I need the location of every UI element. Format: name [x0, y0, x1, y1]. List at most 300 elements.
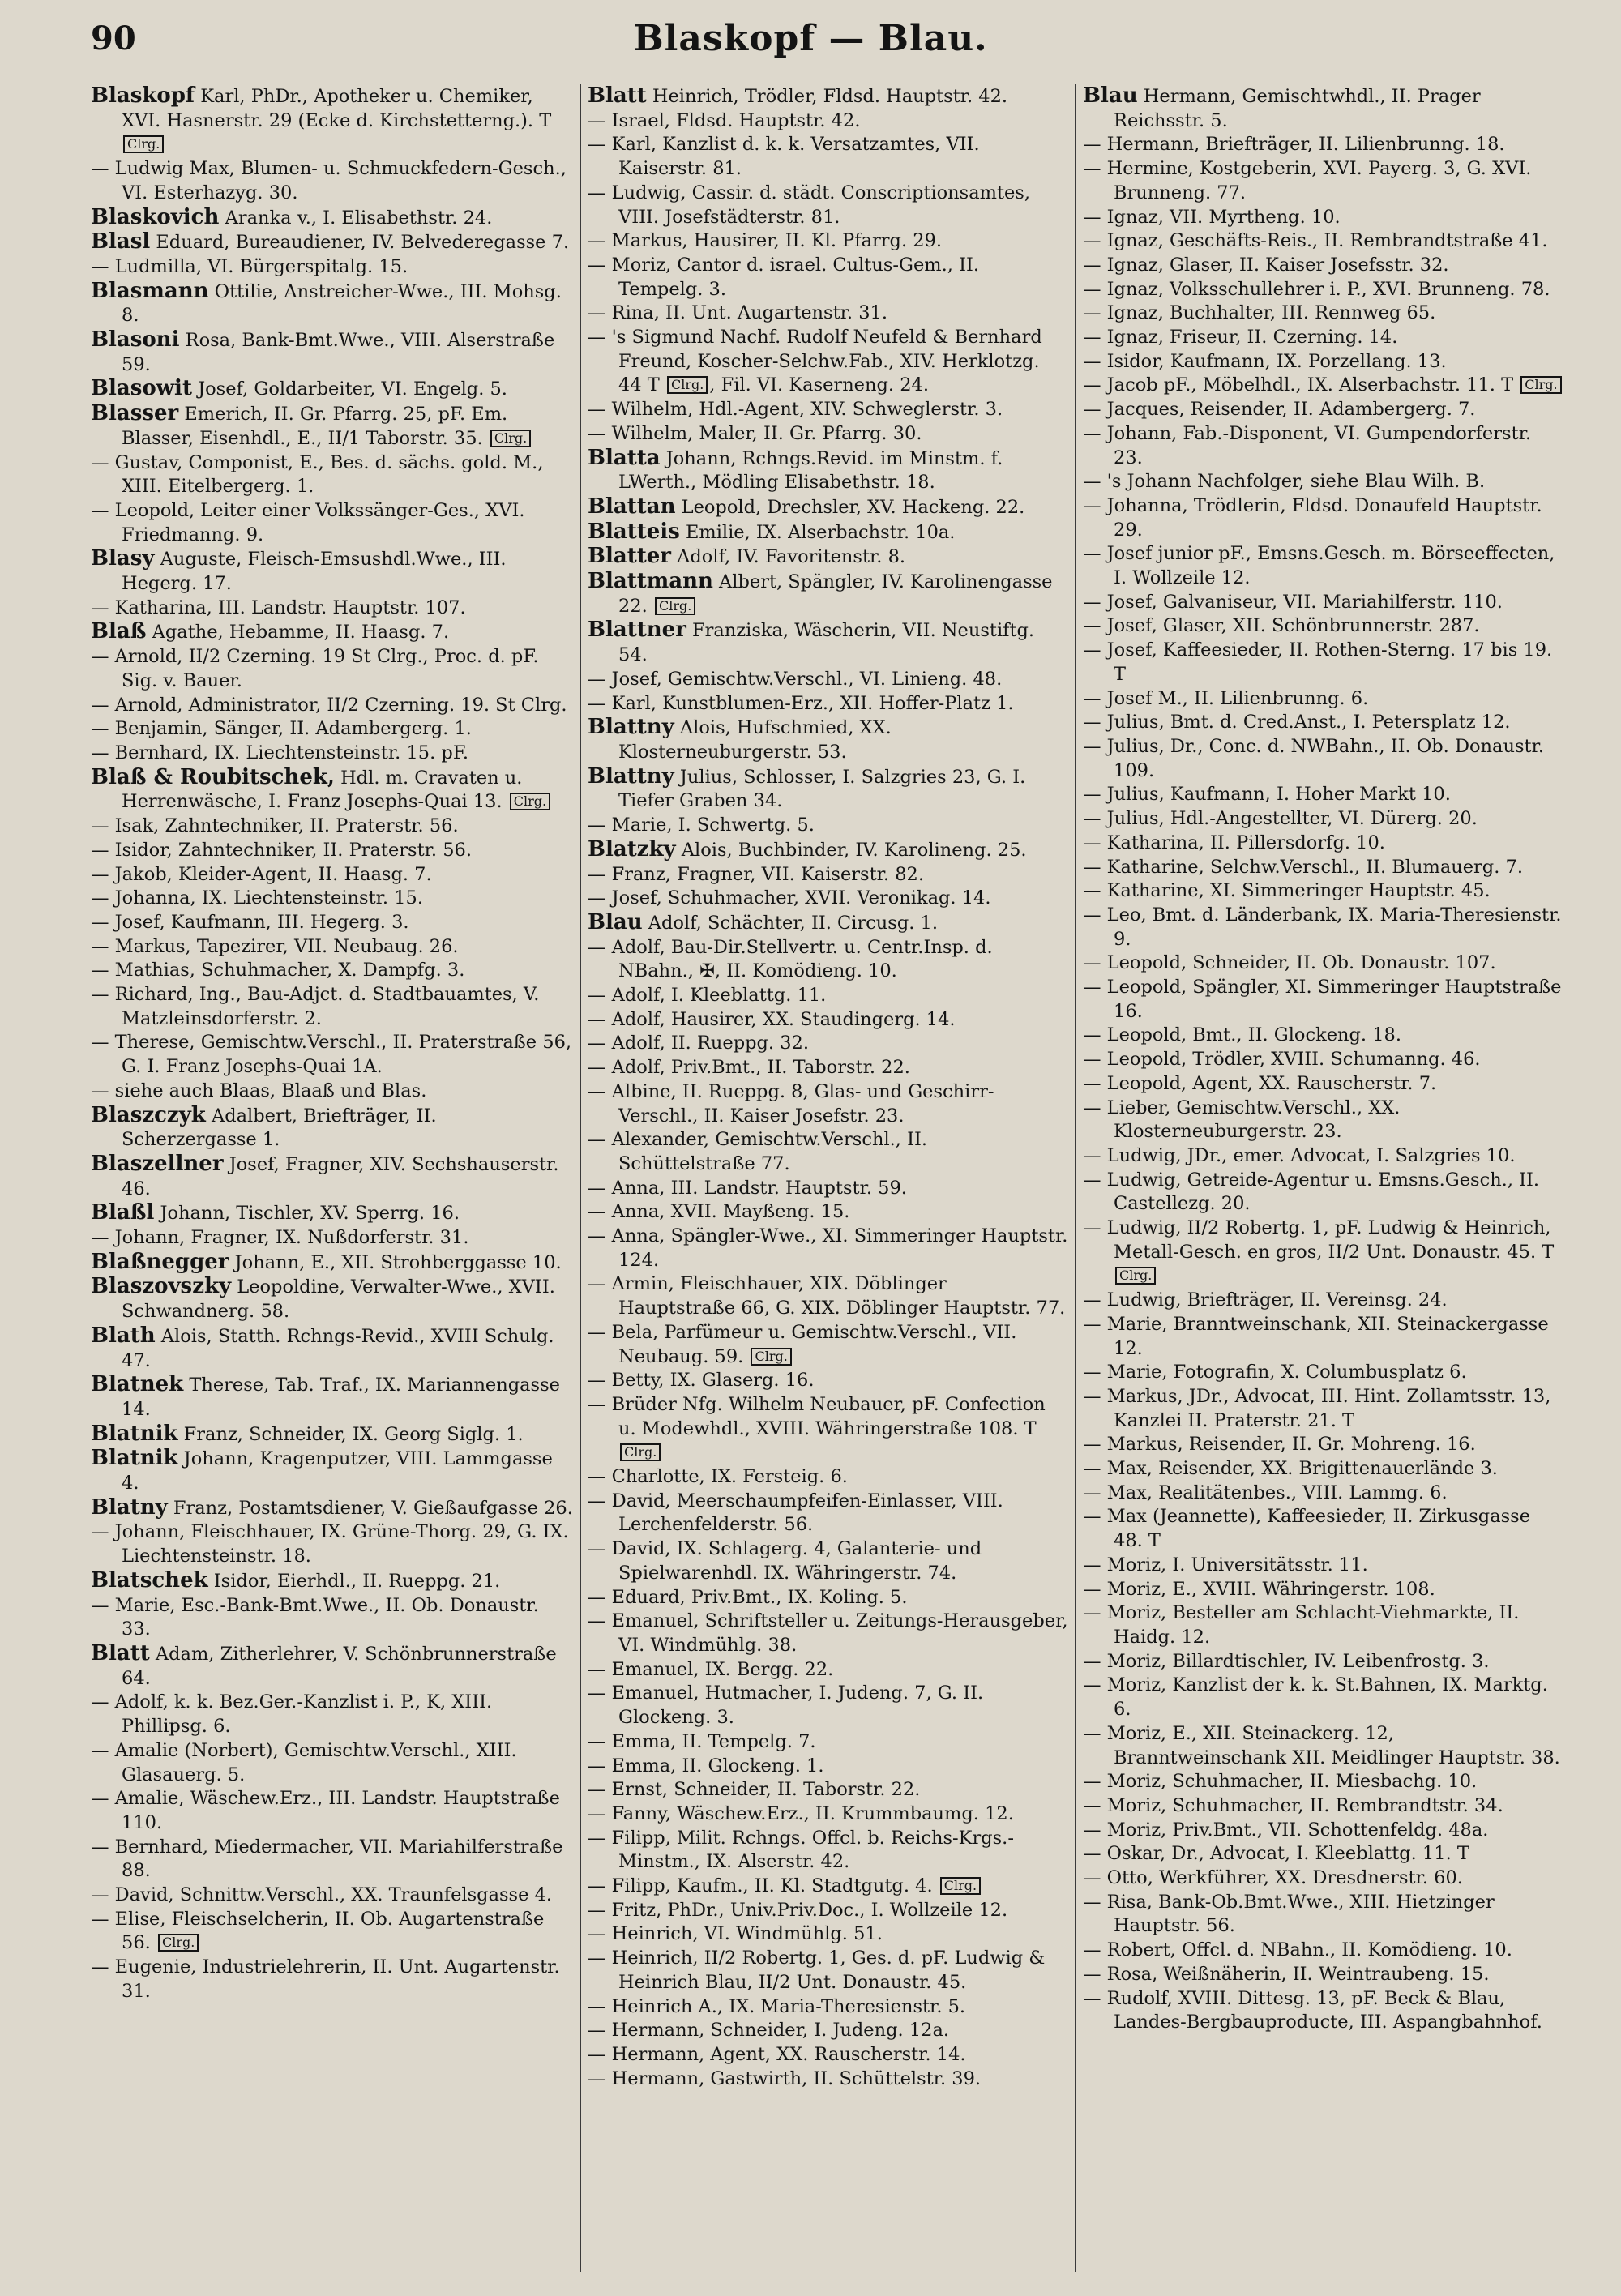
- directory-entry: [1083, 735, 1563, 783]
- directory-entry: [1083, 1770, 1563, 1794]
- directory-entry: [91, 255, 573, 280]
- column-left: [84, 84, 580, 2272]
- directory-entry: [1083, 832, 1563, 856]
- entry-text: — David, Schnittw.Verschl., XX. Traunfelsgasse 4.: [91, 1884, 553, 1906]
- directory-entry: [588, 1875, 1068, 1899]
- directory-entry: [1083, 278, 1563, 302]
- entry-text: — Emanuel, Hutmacher, I. Judeng. 7, G. II. Glockeng. 3.: [588, 1682, 984, 1729]
- directory-entry: [588, 254, 1068, 301]
- entry-text: — Ludwig, JDr., emer. Advocat, I. Salzgries 10.: [1083, 1144, 1516, 1166]
- entry-surname: Blatnik: [91, 1446, 178, 1471]
- entry-text: — Josef, Schuhmacher, XVII. Veronikag. 14.: [588, 887, 991, 909]
- entry-text: Karl, PhDr., Apotheker u. Chemiker, XVI. Hasnerstr. 29 (Ecke d. Kirchstetterng.). T: [122, 86, 552, 131]
- entry-text: — Amalie, Wäschew.Erz., III. Landstr. Hauptstraße 110.: [91, 1788, 560, 1833]
- entry-surname: Blath: [91, 1323, 156, 1348]
- entry-surname: Blatnik: [91, 1421, 178, 1446]
- directory-entry: [588, 1393, 1068, 1465]
- clearing-stamp: Clrg.: [158, 1934, 199, 1952]
- entry-text: — Katharina, II. Pillersdorfg. 10.: [1083, 832, 1385, 853]
- entry-text: — Karl, Kanzlist d. k. k. Versatzamtes, VII. Kaiserstr. 81.: [588, 134, 980, 180]
- entry-text: — Johanna, IX. Liechtensteinstr. 15.: [91, 887, 423, 909]
- directory-columns: [84, 84, 1576, 2272]
- entry-text: — Moriz, E., XVIII. Währingerstr. 108.: [1083, 1578, 1435, 1600]
- entry-text: Franz, Postamtsdiener, V. Gießaufgasse 26.: [173, 1497, 573, 1519]
- entry-text: — Ludwig, Briefträger, II. Vereinsg. 24.: [1083, 1289, 1448, 1311]
- entry-surname: Blasser: [91, 401, 179, 426]
- entry-text: — Risa, Bank-Ob.Bmt.Wwe., XIII. Hietzinger Hauptstr. 56.: [1083, 1891, 1495, 1937]
- directory-entry: [91, 1956, 573, 2003]
- directory-entry: [91, 1787, 573, 1835]
- column-right: [1075, 84, 1570, 2272]
- entry-text: — Isidor, Zahntechniker, II. Praterstr. 56.: [91, 839, 472, 861]
- entry-text: — Hermann, Agent, XX. Rauscherstr. 14.: [588, 2043, 966, 2065]
- directory-entry: [91, 935, 573, 960]
- entry-text: — Leopold, Leiter einer Volkssänger-Ges., XVI. Friedmanng. 9.: [91, 499, 525, 545]
- entry-text: — Marie, Esc.-Bank-Bmt.Wwe., II. Ob. Donaustr. 33.: [91, 1594, 539, 1640]
- directory-entry: [588, 1586, 1068, 1610]
- entry-text: — Arnold, II/2 Czerning. 19 St Clrg., Proc. d. pF. Sig. v. Bauer.: [91, 646, 539, 691]
- entry-text: — Ignaz, Glaser, II. Kaiser Josefsstr. 32.: [1083, 254, 1449, 276]
- directory-entry: [588, 1610, 1068, 1657]
- entry-text: Agathe, Hebamme, II. Haasg. 7.: [152, 622, 450, 643]
- directory-entry: [1083, 1819, 1563, 1843]
- directory-entry: [588, 545, 1068, 570]
- directory-entry: [1083, 374, 1563, 398]
- entry-text: — Julius, Bmt. d. Cred.Anst., I. Petersplatz 12.: [1083, 712, 1511, 733]
- directory-entry: [588, 716, 1068, 764]
- directory-entry: [588, 692, 1068, 716]
- entry-surname: Blaßnegger: [91, 1249, 229, 1274]
- entry-text: Albert, Spängler, IV. Karolinengasse 22.: [618, 571, 1053, 617]
- entry-text: — Fritz, PhDr., Univ.Priv.Doc., I. Wollzeile 12.: [588, 1899, 1008, 1921]
- entry-surname: Blatschek: [91, 1567, 208, 1593]
- running-head: Blaskopf — Blau.: [633, 18, 988, 59]
- directory-entry: [91, 1226, 573, 1251]
- directory-entry: [588, 1490, 1068, 1537]
- entry-text: — Emma, II. Tempelg. 7.: [588, 1730, 816, 1752]
- entry-text: — David, Meerschaumpfeifen-Einlasser, VIII. Lerchenfelderstr. 56.: [588, 1490, 1003, 1536]
- entry-text: — Leopold, Trödler, XVIII. Schumanng. 46.: [1083, 1049, 1481, 1071]
- directory-entry: [91, 839, 573, 863]
- directory-entry: [588, 1225, 1068, 1272]
- entry-text: Johann, Tischler, XV. Sperrg. 16.: [160, 1203, 460, 1225]
- directory-entry: [1083, 1024, 1563, 1048]
- entry-text: — Ignaz, Buchhalter, III. Rennweg 65.: [1083, 302, 1436, 324]
- entry-text: — Eduard, Priv.Bmt., IX. Koling. 5.: [588, 1586, 908, 1608]
- entry-text: — Max (Jeannette), Kaffeesieder, II. Zirkusgasse 48. T: [1083, 1506, 1531, 1552]
- directory-entry: [1083, 206, 1563, 230]
- entry-text: — Emanuel, IX. Bergg. 22.: [588, 1658, 834, 1680]
- entry-surname: Blasmann: [91, 278, 209, 303]
- directory-entry: [91, 1201, 573, 1226]
- entry-surname: Blatter: [588, 544, 671, 569]
- page-number: 90: [91, 19, 136, 58]
- entry-text: — Elise, Fleischselcherin, II. Ob. Augartenstraße 56.: [91, 1908, 545, 1954]
- entry-text: — Moriz, I. Universitätsstr. 11.: [1083, 1554, 1368, 1576]
- directory-entry: [91, 959, 573, 983]
- entry-text: — Anna, Spängler-Wwe., XI. Simmeringer Hauptstr. 124.: [588, 1225, 1068, 1271]
- directory-entry: [588, 1369, 1068, 1393]
- entry-text: Auguste, Fleisch-Emsushdl.Wwe., III. Hegerg. 17.: [122, 549, 507, 595]
- entry-text: — Markus, Reisender, II. Gr. Mohreng. 16.: [1083, 1434, 1476, 1456]
- directory-entry: [91, 547, 573, 596]
- entry-text: — Fanny, Wäschew.Erz., II. Krummbaumg. 12.: [588, 1802, 1014, 1824]
- entry-text: — Marie, Branntweinschank, XII. Steinackergasse 12.: [1083, 1313, 1549, 1359]
- directory-entry: [1083, 591, 1563, 615]
- entry-text: Rosa, Bank-Bmt.Wwe., VIII. Alserstraße 59.: [122, 330, 555, 375]
- entry-text: — Eugenie, Industrielehrerin, II. Unt. Augartenstr. 31.: [91, 1956, 560, 2002]
- entry-text: — Alexander, Gemischtw.Verschl., II. Schüttelstraße 77.: [588, 1129, 928, 1174]
- directory-entry: [1083, 1554, 1563, 1578]
- entry-text: — Wilhelm, Maler, II. Gr. Pfarrg. 30.: [588, 422, 922, 444]
- directory-entry: [1083, 157, 1563, 205]
- entry-text: — Amalie (Norbert), Gemischtw.Verschl., XIII. Glasauerg. 5.: [91, 1739, 517, 1785]
- entry-text: — Ludwig, Getreide-Agentur u. Emsns.Gesch., II. Castellezg. 20.: [1083, 1169, 1540, 1215]
- entry-text: — Hermine, Kostgeberin, XVI. Payerg. 3, G. XVI. Brunneng. 77.: [1083, 158, 1532, 203]
- entry-text: — Johann, Fab.-Disponent, VI. Gumpendorferstr. 23.: [1083, 422, 1532, 468]
- entry-text: — 's Johann Nachfolger, siehe Blau Wilh. B.: [1083, 471, 1486, 493]
- directory-entry: [588, 1995, 1068, 2020]
- directory-entry: [1083, 1433, 1563, 1457]
- directory-entry: [588, 2067, 1068, 2092]
- entry-text: — Ignaz, Friseur, II. Czerning. 14.: [1083, 327, 1398, 348]
- entry-text: Heinrich, Trödler, Fldsd. Hauptstr. 42.: [652, 86, 1008, 107]
- directory-entry: [1083, 1289, 1563, 1313]
- directory-entry: [588, 984, 1068, 1008]
- directory-entry: [588, 668, 1068, 692]
- directory-entry: [1083, 1601, 1563, 1649]
- column-middle: [580, 84, 1075, 2272]
- directory-entry: [588, 2019, 1068, 2043]
- directory-entry: [91, 983, 573, 1031]
- entry-text: — Leopold, Schneider, II. Ob. Donaustr. 107.: [1083, 952, 1496, 974]
- directory-entry: [91, 1642, 573, 1691]
- directory-entry: [588, 109, 1068, 134]
- directory-entry: [588, 1177, 1068, 1201]
- entry-text: — Josef, Kaufmann, III. Hegerg. 3.: [91, 911, 409, 933]
- entry-text: — Ignaz, Geschäfts-Reis., II. Rembrandtstraße 41.: [1083, 230, 1548, 252]
- directory-entry: [91, 84, 573, 157]
- entry-text: — siehe auch Blaas, Blaaß und Blas.: [91, 1080, 427, 1101]
- directory-entry: [588, 326, 1068, 398]
- entry-text: — Hermann, Gastwirth, II. Schüttelstr. 39.: [588, 2067, 982, 2089]
- entry-text: — Ludmilla, VI. Bürgerspitalg. 15.: [91, 255, 408, 277]
- entry-text: Adam, Zitherlehrer, V. Schönbrunnerstraße 64.: [122, 1644, 557, 1689]
- directory-entry: [588, 301, 1068, 326]
- clearing-stamp: Clrg.: [510, 793, 550, 810]
- directory-entry: [588, 1128, 1068, 1176]
- directory-entry: [91, 1496, 573, 1521]
- directory-entry: [91, 717, 573, 742]
- directory-entry: [1083, 711, 1563, 735]
- entry-text: — Oskar, Dr., Advocat, I. Kleeblattg. 11. T: [1083, 1843, 1469, 1865]
- directory-entry: [1083, 229, 1563, 254]
- entry-text: — Moriz, Kanzlist der k. k. St.Bahnen, IX. Marktg. 6.: [1083, 1674, 1548, 1721]
- entry-text: — 's Sigmund Nachf. Rudolf Neufeld & Bernhard Freund, Koscher-Selchw.Fab., XIV. Herklotzg. 44 T: [588, 327, 1042, 396]
- entry-text: — Josef, Kaffeesieder, II. Rothen-Sterng. 17 bis 19. T: [1083, 639, 1553, 685]
- directory-entry: [588, 1008, 1068, 1033]
- entry-text: Josef, Goldarbeiter, VI. Engelg. 5.: [198, 378, 507, 400]
- entry-surname: Blaskovich: [91, 204, 220, 229]
- entry-text: Franziska, Wäscherin, VII. Neustiftg. 54.: [618, 620, 1035, 666]
- entry-text: — Filipp, Kaufm., II. Kl. Stadtgutg. 4.: [588, 1875, 933, 1897]
- entry-text: Aranka v., I. Elisabethstr. 24.: [225, 207, 493, 229]
- directory-entry: [91, 645, 573, 693]
- directory-entry: [91, 815, 573, 839]
- entry-text: Eduard, Bureaudiener, IV. Belvederegasse 7.: [156, 232, 570, 254]
- directory-entry: [91, 1739, 573, 1787]
- entry-surname: Blaßl: [91, 1200, 155, 1225]
- entry-text: — Leopold, Agent, XX. Rauscherstr. 7.: [1083, 1072, 1437, 1094]
- directory-entry: [588, 863, 1068, 887]
- directory-entry: [1083, 470, 1563, 494]
- directory-entry: [1083, 1481, 1563, 1506]
- directory-entry: [588, 1682, 1068, 1729]
- entry-text: — Anna, III. Landstr. Hauptstr. 59.: [588, 1177, 907, 1199]
- entry-text: — Moriz, Schuhmacher, II. Rembrandtstr. 34.: [1083, 1794, 1503, 1816]
- directory-entry: [1083, 1842, 1563, 1866]
- entry-text: — Rina, II. Unt. Augartenstr. 31.: [588, 302, 887, 324]
- entry-text: — Adolf, Hausirer, XX. Staudingerg. 14.: [588, 1008, 956, 1030]
- entry-text: — Julius, Kaufmann, I. Hoher Markt 10.: [1083, 784, 1451, 806]
- directory-entry: [1083, 1505, 1563, 1553]
- directory-entry: [91, 328, 573, 377]
- entry-text: Hdl. m. Cravaten u. Herrenwäsche, I. Franz Josephs-Quai 13.: [122, 767, 523, 813]
- directory-entry: [91, 694, 573, 718]
- clearing-stamp: Clrg.: [490, 430, 531, 447]
- entry-text: — Jacques, Reisender, II. Adambergerg. 7.: [1083, 399, 1476, 421]
- clearing-stamp: Clrg.: [655, 597, 695, 615]
- entry-surname: Blatt: [588, 84, 647, 108]
- directory-entry: [588, 1200, 1068, 1225]
- entry-text: — Franz, Fragner, VII. Kaiserstr. 82.: [588, 863, 924, 885]
- directory-entry: [1083, 783, 1563, 807]
- entry-surname: Blasoni: [91, 327, 180, 353]
- directory-entry: [1083, 1987, 1563, 2035]
- entry-text: — Leopold, Bmt., II. Glockeng. 18.: [1083, 1024, 1402, 1046]
- entry-text: — Bernhard, IX. Liechtensteinstr. 15. pF.: [91, 742, 469, 763]
- entry-text: — Israel, Fldsd. Hauptstr. 42.: [588, 109, 861, 131]
- entry-text: — Katharine, Selchw.Verschl., II. Blumauerg. 7.: [1083, 856, 1523, 878]
- entry-text: Johann, Rchngs.Revid. im Minstm. f. LWerth., Mödling Elisabethstr. 18.: [618, 447, 1003, 494]
- clearing-stamp: Clrg.: [751, 1348, 791, 1366]
- directory-entry: [91, 620, 573, 645]
- directory-entry: [588, 495, 1068, 520]
- entry-surname: Blau: [1083, 84, 1138, 108]
- entry-text: — Isak, Zahntechniker, II. Praterstr. 56.: [91, 815, 459, 837]
- entry-text: — Josef, Gemischtw.Verschl., VI. Linieng. 48.: [588, 668, 1003, 690]
- entry-text: — Marie, Fotografin, X. Columbusplatz 6.: [1083, 1362, 1467, 1383]
- entry-text: — Bela, Parfümeur u. Gemischtw.Verschl., VII. Neubaug. 59.: [588, 1321, 1017, 1367]
- directory-entry: [1083, 326, 1563, 350]
- entry-text: — Johanna, Trödlerin, Fldsd. Donaufeld Hauptstr. 29.: [1083, 494, 1542, 541]
- directory-entry: [91, 1275, 573, 1323]
- clearing-stamp: Clrg.: [620, 1443, 661, 1461]
- directory-entry: [1083, 1722, 1563, 1770]
- entry-surname: Blaszczyk: [91, 1102, 206, 1127]
- directory-entry: [91, 1569, 573, 1594]
- entry-surname: Blasy: [91, 546, 155, 571]
- entry-surname: Blatnek: [91, 1372, 184, 1397]
- entry-text: Johann, Kragenputzer, VIII. Lammgasse 4.: [122, 1448, 553, 1494]
- entry-text: — Moriz, E., XII. Steinackerg. 12, Branntweinschank XII. Meidlinger Hauptstr. 38.: [1083, 1722, 1560, 1768]
- directory-entry: [91, 596, 573, 621]
- entry-surname: Blasowit: [91, 376, 192, 401]
- directory-entry: [1083, 976, 1563, 1024]
- directory-entry: [1083, 879, 1563, 904]
- entry-text: — Moriz, Schuhmacher, II. Miesbachg. 10.: [1083, 1771, 1478, 1793]
- directory-entry: [91, 1836, 573, 1883]
- directory-entry: [1083, 807, 1563, 832]
- directory-entry: [91, 280, 573, 328]
- directory-entry: [1083, 1361, 1563, 1385]
- directory-entry: [588, 1922, 1068, 1947]
- directory-entry: [1083, 639, 1563, 686]
- directory-entry: [1083, 1097, 1563, 1144]
- directory-entry: [1083, 951, 1563, 976]
- entry-text: — Rosa, Weißnäherin, II. Weintraubeng. 15.: [1083, 1963, 1490, 1985]
- entry-text: — Lieber, Gemischtw.Verschl., XX. Klosterneuburgerstr. 23.: [1083, 1097, 1401, 1143]
- directory-entry: [91, 766, 573, 815]
- directory-entry: [588, 398, 1068, 422]
- entry-surname: Blaszovszky: [91, 1274, 232, 1299]
- entry-text: — Heinrich, VI. Windmühlg. 51.: [588, 1923, 883, 1945]
- entry-text: Julius, Schlosser, I. Salzgries 23, G. I. Tiefer Graben 34.: [618, 766, 1026, 812]
- entry-text: — Max, Realitätenbes., VIII. Lammg. 6.: [1083, 1481, 1448, 1503]
- entry-text: — Wilhelm, Hdl.-Agent, XIV. Schweglerstr. 3.: [588, 399, 1003, 421]
- directory-entry: [1083, 856, 1563, 880]
- entry-text: Franz, Schneider, IX. Georg Siglg. 1.: [183, 1423, 524, 1445]
- directory-entry: [588, 1730, 1068, 1755]
- entry-text: — Katharina, III. Landstr. Hauptstr. 107.: [91, 596, 466, 618]
- directory-entry: [588, 1947, 1068, 1995]
- directory-entry: [91, 1104, 573, 1152]
- entry-text: — Josef, Galvaniseur, VII. Mariahilferstr. 110.: [1083, 591, 1503, 613]
- directory-entry: [1083, 1794, 1563, 1819]
- directory-entry: [1083, 398, 1563, 422]
- entry-text: — Leopold, Spängler, XI. Simmeringer Hauptstraße 16.: [1083, 977, 1562, 1022]
- directory-entry: [91, 1691, 573, 1738]
- directory-entry: [1083, 254, 1563, 278]
- directory-entry: [91, 1447, 573, 1495]
- entry-surname: Blattan: [588, 494, 676, 519]
- directory-entry: [588, 838, 1068, 863]
- directory-entry: [91, 1373, 573, 1422]
- directory-entry: [588, 1658, 1068, 1682]
- directory-entry: [1083, 687, 1563, 712]
- entry-text: Alois, Hufschmied, XX. Klosterneuburgerstr. 53.: [618, 717, 892, 763]
- entry-text: — Adolf, Priv.Bmt., II. Taborstr. 22.: [588, 1057, 910, 1079]
- entry-text: Ottilie, Anstreicher-Wwe., III. Mohsg. 8.: [122, 280, 562, 327]
- entry-surname: Blatteis: [588, 519, 680, 544]
- directory-entry: [588, 618, 1068, 667]
- directory-entry: [91, 206, 573, 231]
- directory-entry: [1083, 1216, 1563, 1289]
- directory-entry: [588, 1032, 1068, 1056]
- entry-text: — Charlotte, IX. Fersteig. 6.: [588, 1466, 848, 1488]
- directory-entry: [588, 814, 1068, 838]
- entry-text: — Moriz, Besteller am Schlacht-Viehmarkte, II. Haidg. 12.: [1083, 1602, 1520, 1648]
- directory-entry: [588, 1537, 1068, 1585]
- entry-text: — Otto, Werkführer, XX. Dresdnerstr. 60.: [1083, 1867, 1463, 1889]
- entry-surname: Blatt: [91, 1641, 150, 1665]
- entry-text: — Adolf, k. k. Bez.Ger.-Kanzlist i. P., K, XIII. Phillipsg. 6.: [91, 1691, 493, 1738]
- directory-entry: [91, 230, 573, 255]
- entry-surname: Blaß: [91, 619, 147, 644]
- entry-surname: Blaszellner: [91, 1151, 224, 1176]
- entry-text: — Filipp, Milit. Rchngs. Offcl. b. Reichs-Krgs.-Minstm., IX. Alserstr. 42.: [588, 1827, 1014, 1873]
- entry-text: — Brüder Nfg. Wilhelm Neubauer, pF. Confection u. Modewhdl., XVIII. Währingerstraße 108. T: [588, 1393, 1046, 1439]
- directory-entry: [1083, 350, 1563, 374]
- directory-entry: [588, 229, 1068, 254]
- directory-entry: [91, 1080, 573, 1104]
- entry-text: — Max, Reisender, XX. Brigittenauerlände 3.: [1083, 1458, 1498, 1480]
- entry-text: — Betty, IX. Glaserg. 16.: [588, 1370, 815, 1392]
- directory-entry: [91, 157, 573, 205]
- entry-text: — Ludwig Max, Blumen- u. Schmuckfedern-Gesch., VI. Esterhazyg. 30.: [91, 158, 567, 203]
- entry-text: Leopoldine, Verwalter-Wwe., XVII. Schwandnerg. 58.: [122, 1276, 555, 1323]
- directory-entry: [1083, 1891, 1563, 1939]
- entry-text: — Hermann, Briefträger, II. Lilienbrunng. 18.: [1083, 134, 1505, 156]
- entry-text: — Josef M., II. Lilienbrunng. 6.: [1083, 687, 1369, 709]
- directory-entry: [588, 936, 1068, 984]
- directory-entry: [91, 887, 573, 911]
- directory-entry: [588, 765, 1068, 814]
- directory-entry: [1083, 422, 1563, 470]
- entry-text: Leopold, Drechsler, XV. Hackeng. 22.: [681, 496, 1025, 518]
- directory-entry: [588, 447, 1068, 495]
- directory-entry: [1083, 1048, 1563, 1072]
- entry-text: Adalbert, Briefträger, II. Scherzergasse 1.: [122, 1105, 437, 1151]
- directory-entry: [1083, 301, 1563, 326]
- directory-entry: [1083, 1650, 1563, 1674]
- entry-text: — Isidor, Kaufmann, IX. Porzellang. 13.: [1083, 350, 1447, 372]
- entry-text: — Anna, XVII. Mayßeng. 15.: [588, 1201, 850, 1223]
- directory-entry: [1083, 1578, 1563, 1602]
- directory-entry: [1083, 1144, 1563, 1169]
- entry-text: — Leo, Bmt. d. Länderbank, IX. Maria-Theresienstr. 9.: [1083, 904, 1562, 950]
- entry-text: — Karl, Kunstblumen-Erz., XII. Hoffer-Platz 1.: [588, 692, 1014, 714]
- directory-entry: [588, 1465, 1068, 1490]
- entry-text: — Adolf, I. Kleeblattg. 11.: [588, 985, 827, 1007]
- entry-text: — Heinrich, II/2 Robertg. 1, Ges. d. pF. Ludwig & Heinrich Blau, II/2 Unt. Donaustr. 45.: [588, 1948, 1046, 1993]
- entry-text: — Markus, JDr., Advocat, III. Hint. Zollamtsstr. 13, Kanzlei II. Praterstr. 21. T: [1083, 1385, 1551, 1431]
- entry-text: Isidor, Eierhdl., II. Rueppg. 21.: [213, 1570, 501, 1592]
- directory-entry: [588, 84, 1068, 109]
- entry-text: — Julius, Hdl.-Angestellter, VI. Dürerg. 20.: [1083, 808, 1478, 830]
- directory-entry: [1083, 1866, 1563, 1891]
- entry-text: — Josef junior pF., Emsns.Gesch. m. Börseeffecten, I. Wollzeile 12.: [1083, 543, 1555, 589]
- entry-text: — Katharine, XI. Simmeringer Hauptstr. 45.: [1083, 880, 1491, 902]
- directory-entry: [1083, 904, 1563, 951]
- entry-text: — Richard, Ing., Bau-Adjct. d. Stadtbauamtes, V. Matzleinsdorferstr. 2.: [91, 984, 540, 1029]
- entry-surname: Blau: [588, 909, 643, 934]
- directory-entry: [91, 863, 573, 887]
- directory-entry: [91, 1324, 573, 1373]
- directory-entry: [91, 1908, 573, 1956]
- entry-text: Emilie, IX. Alserbachstr. 10a.: [685, 521, 956, 543]
- directory-entry: [1083, 133, 1563, 157]
- directory-entry: [1083, 1072, 1563, 1097]
- entry-text: — Jacob pF., Möbelhdl., IX. Alserbachstr. 11. T: [1083, 374, 1514, 396]
- directory-entry: [1083, 1457, 1563, 1481]
- entry-text: Alois, Buchbinder, IV. Karolineng. 25.: [681, 839, 1027, 861]
- directory-entry: [588, 1321, 1068, 1369]
- entry-text: Adolf, Schächter, II. Circusg. 1.: [648, 912, 939, 934]
- directory-entry: [1083, 1674, 1563, 1721]
- directory-entry: [91, 451, 573, 499]
- clearing-stamp: Clrg.: [1115, 1267, 1156, 1285]
